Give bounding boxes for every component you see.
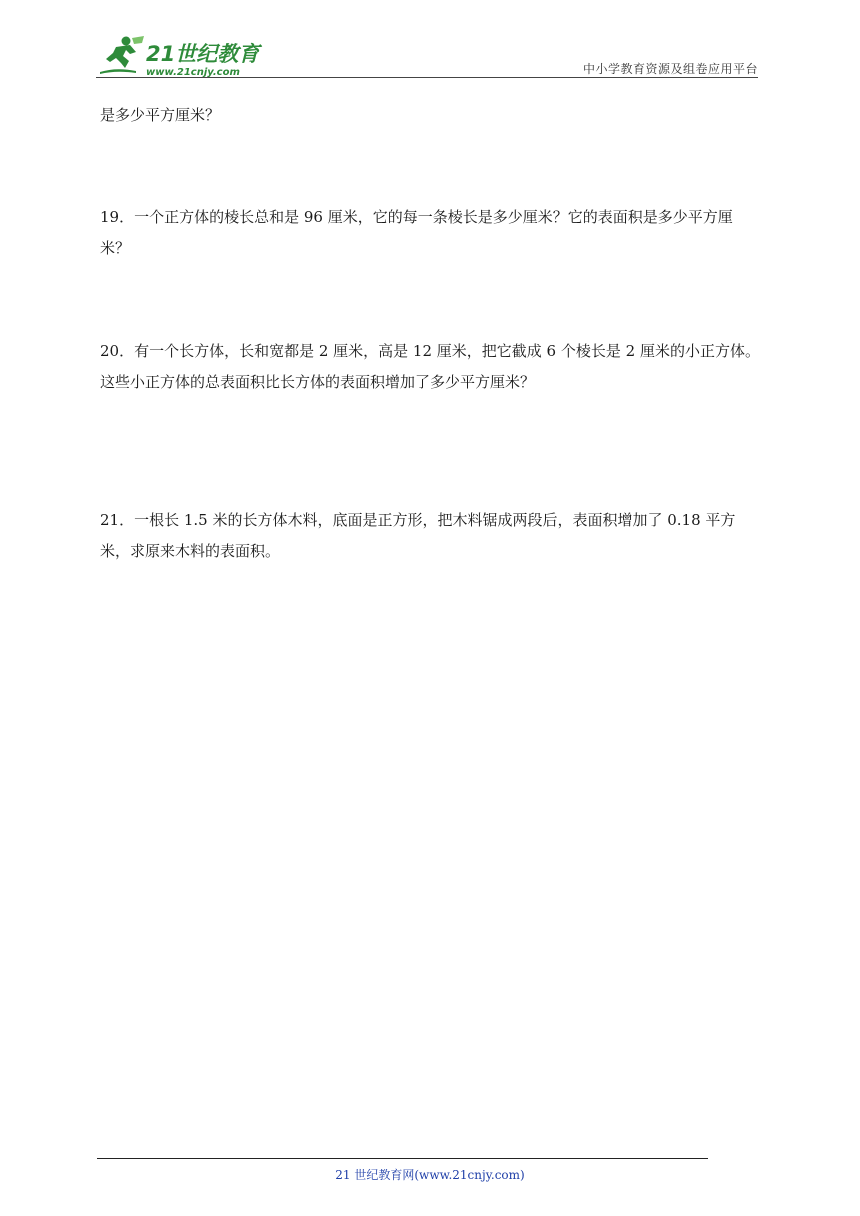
question-19: 19．一个正方体的棱长总和是 96 厘米，它的每一条棱长是多少厘米？它的表面积是多少平方厘米？	[100, 208, 733, 257]
logo	[96, 34, 264, 78]
footer-divider	[97, 1158, 708, 1159]
header-divider	[96, 77, 758, 78]
platform-name: 中小学教育资源及组卷应用平台	[582, 62, 758, 76]
logo-url: www.21cnjy.com	[146, 67, 240, 78]
question-18-continuation: 是多少平方厘米？	[100, 106, 221, 124]
question-21: 21．一根长 1.5 米的长方体木料，底面是正方形，把木料锯成两段后，表面积增加了 0.18 平方米，求原来木料的表面积。	[100, 511, 736, 560]
logo-graphic	[96, 34, 264, 78]
logo-brand: 21世纪教育	[146, 42, 260, 66]
runner-icon	[100, 36, 144, 74]
question-20: 20．有一个长方体，长和宽都是 2 厘米，高是 12 厘米，把它截成 6 个棱长是 2 厘米的小正方体。这些小正方体的总表面积比长方体的表面积增加了多少平方厘米？	[100, 342, 760, 391]
page-header	[96, 28, 758, 78]
footer-text: 21 世纪教育网(www.21cnjy.com)	[335, 1168, 525, 1182]
